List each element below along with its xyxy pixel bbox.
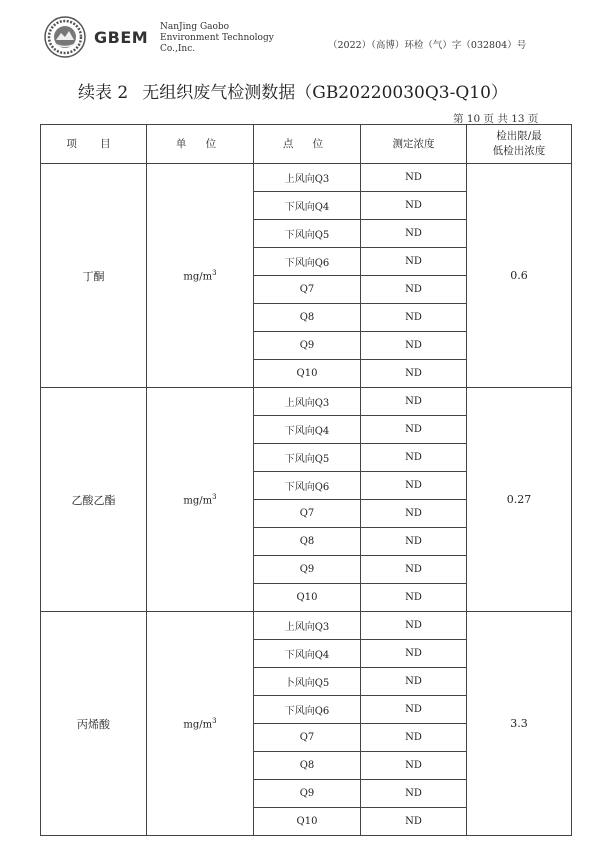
- sampling-point: Q7: [254, 500, 361, 528]
- sampling-point: Q8: [254, 528, 361, 556]
- table-title: 无组织废气检测数据（GB20220030Q3-Q10）: [142, 83, 508, 103]
- sampling-point: 卜风向Q5: [254, 668, 361, 696]
- measured-concentration: ND: [361, 556, 467, 584]
- report-header: [44, 14, 584, 66]
- measured-concentration: ND: [361, 388, 467, 416]
- sampling-point: Q8: [254, 304, 361, 332]
- emission-data-table: [40, 124, 572, 836]
- measured-concentration: ND: [361, 444, 467, 472]
- measured-concentration: ND: [361, 612, 467, 640]
- measured-concentration: ND: [361, 780, 467, 808]
- sampling-point: 下风向Q4: [254, 640, 361, 668]
- sampling-point: 上风向Q3: [254, 164, 361, 192]
- sampling-point: 下风向Q6: [254, 696, 361, 724]
- header-unit: 单 位: [147, 125, 254, 164]
- sampling-point: Q9: [254, 556, 361, 584]
- measured-concentration: ND: [361, 164, 467, 192]
- detection-limit: 3.3: [467, 612, 572, 836]
- header-limit: [467, 125, 572, 164]
- measured-concentration: ND: [361, 416, 467, 444]
- sampling-point: Q10: [254, 584, 361, 612]
- measured-concentration: ND: [361, 472, 467, 500]
- unit-cell: [147, 612, 254, 836]
- header-point: 点 位: [254, 125, 361, 164]
- measured-concentration: ND: [361, 276, 467, 304]
- pollutant-name: 乙酸乙酯: [41, 388, 147, 612]
- measured-concentration: ND: [361, 248, 467, 276]
- unit-superscript: 3: [212, 268, 217, 277]
- unit-superscript: 3: [212, 492, 217, 501]
- header-item: 项 目: [41, 125, 147, 164]
- unit-text: mg/m: [183, 495, 213, 507]
- measured-concentration: ND: [361, 360, 467, 388]
- measured-concentration: ND: [361, 668, 467, 696]
- table-row: [41, 164, 572, 192]
- sampling-point: Q9: [254, 780, 361, 808]
- company-name: [160, 22, 274, 55]
- unit-text: mg/m: [183, 271, 213, 283]
- detection-limit: 0.27: [467, 388, 572, 612]
- table-number: 续表 2: [78, 83, 129, 103]
- table-header-row: [41, 125, 572, 164]
- measured-concentration: ND: [361, 220, 467, 248]
- sampling-point: 上风向Q3: [254, 612, 361, 640]
- table-row: [41, 612, 572, 640]
- measured-concentration: ND: [361, 752, 467, 780]
- unit-superscript: 3: [212, 716, 217, 725]
- header-limit-line1: 检出限/最: [496, 130, 542, 142]
- header-limit-line2: 低检出浓度: [492, 145, 546, 157]
- company-seal-logo: [44, 16, 86, 58]
- brand-name: GBEM: [94, 28, 149, 47]
- table-row: [41, 388, 572, 416]
- measured-concentration: ND: [361, 500, 467, 528]
- document-number: （2022）（高博）环检（气）字（032804）号: [328, 40, 527, 51]
- measured-concentration: ND: [361, 808, 467, 836]
- sampling-point: 下风向Q4: [254, 416, 361, 444]
- unit-text: mg/m: [183, 719, 213, 731]
- unit-cell: [147, 164, 254, 388]
- detection-limit: 0.6: [467, 164, 572, 388]
- unit-cell: [147, 388, 254, 612]
- sampling-point: Q7: [254, 276, 361, 304]
- measured-concentration: ND: [361, 584, 467, 612]
- measured-concentration: ND: [361, 528, 467, 556]
- sampling-point: 下风向Q5: [254, 220, 361, 248]
- sampling-point: 下风向Q5: [254, 444, 361, 472]
- page-number: 第 10 页 共 13 页: [453, 113, 539, 125]
- measured-concentration: ND: [361, 192, 467, 220]
- measured-concentration: ND: [361, 332, 467, 360]
- sampling-point: Q7: [254, 724, 361, 752]
- company-line: NanJing Gaobo: [160, 22, 230, 32]
- page-title: [78, 78, 508, 103]
- measured-concentration: ND: [361, 696, 467, 724]
- company-line: Environment Technology: [160, 33, 274, 43]
- sampling-point: 下风向Q6: [254, 472, 361, 500]
- measured-concentration: ND: [361, 640, 467, 668]
- sampling-point: Q10: [254, 360, 361, 388]
- header-concentration: 测定浓度: [361, 125, 467, 164]
- sampling-point: Q8: [254, 752, 361, 780]
- pollutant-name: 丁酮: [41, 164, 147, 388]
- measured-concentration: ND: [361, 724, 467, 752]
- pollutant-name: 丙烯酸: [41, 612, 147, 836]
- sampling-point: 下风向Q4: [254, 192, 361, 220]
- measured-concentration: ND: [361, 304, 467, 332]
- sampling-point: Q9: [254, 332, 361, 360]
- sampling-point: Q10: [254, 808, 361, 836]
- sampling-point: 下风向Q6: [254, 248, 361, 276]
- company-line: Co.,Inc.: [160, 44, 196, 54]
- sampling-point: 上风向Q3: [254, 388, 361, 416]
